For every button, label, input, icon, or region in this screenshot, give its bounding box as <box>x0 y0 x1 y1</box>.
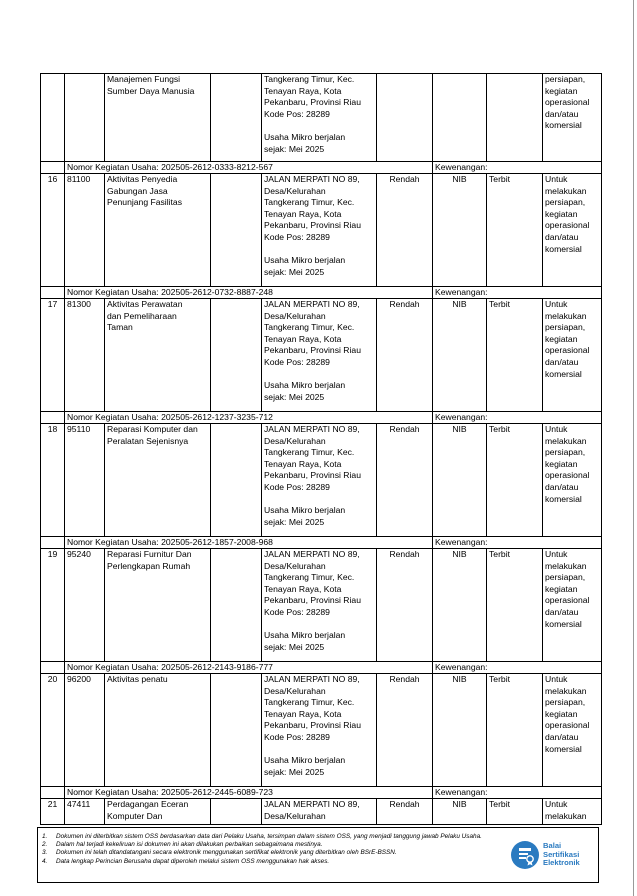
nomor-kegiatan: Nomor Kegiatan Usaha: 202505-2612-1237-3235-712 <box>65 412 433 424</box>
nomor-row <box>41 287 602 299</box>
permit-type: NIB <box>433 174 487 287</box>
activity-name: Aktivitas Penyedia Gabungan Jasa Penunjang Fasilitas <box>105 174 211 287</box>
table-row <box>41 424 602 537</box>
note-number: 3. <box>42 849 48 857</box>
permit-type: NIB <box>433 299 487 412</box>
empty-cell <box>211 174 262 287</box>
permit-type: NIB <box>433 424 487 537</box>
nomor-kegiatan: Nomor Kegiatan Usaha: 202505-2612-1857-2008-968 <box>65 537 433 549</box>
kbli-code: 95110 <box>65 424 105 537</box>
business-address: JALAN MERPATI NO 89, Desa/Kelurahan Tangkerang Timur, Kec. Tenayan Raya, Kota Pekanbaru, Provinsi Riau Kode Pos: 28289 Usaha Mikro berjalan sejak: Mei 2025 <box>262 174 377 287</box>
business-address: JALAN MERPATI NO 89, Desa/Kelurahan Tangkerang Timur, Kec. Tenayan Raya, Kota Pekanbaru, Provinsi Riau Kode Pos: 28289 Usaha Mikro berjalan sejak: Mei 2025 <box>262 549 377 662</box>
nomor-row <box>41 537 602 549</box>
business-address: JALAN MERPATI NO 89, Desa/Kelurahan <box>262 799 377 825</box>
empty-cell <box>41 287 65 299</box>
empty-cell <box>211 799 262 825</box>
nomor-kegiatan: Nomor Kegiatan Usaha: 202505-2612-0732-8887-248 <box>65 287 433 299</box>
permit-type <box>433 74 487 162</box>
kewenangan-label: Kewenangan: <box>433 537 602 549</box>
risk-level: Rendah <box>377 799 433 825</box>
activity-name: Aktivitas Perawatan dan Pemeliharaan Taman <box>105 299 211 412</box>
activity-name: Reparasi Furnitur Dan Perlengkapan Rumah <box>105 549 211 662</box>
business-address: JALAN MERPATI NO 89, Desa/Kelurahan Tangkerang Timur, Kec. Tenayan Raya, Kota Pekanbaru, Provinsi Riau Kode Pos: 28289 Usaha Mikro berjalan sejak: Mei 2025 <box>262 424 377 537</box>
permit-type: NIB <box>433 799 487 825</box>
note-text: Data lengkap Perincian Berusaha dapat diperoleh melalui sistem OSS menggunakan hak akses. <box>56 857 330 865</box>
note-text: Dokumen ini telah ditandatangani secara elektronik menggunakan sertifikat elektronik yang diterbitkan oleh BSrE-BSSN. <box>56 849 397 857</box>
empty-cell <box>41 162 65 174</box>
row-number <box>41 74 65 162</box>
kewenangan-label: Kewenangan: <box>433 287 602 299</box>
business-address: Tangkerang Timur, Kec. Tenayan Raya, Kota Pekanbaru, Provinsi Riau Kode Pos: 28289 Usaha Mikro berjalan sejak: Mei 2025 <box>262 74 377 162</box>
business-address: JALAN MERPATI NO 89, Desa/Kelurahan Tangkerang Timur, Kec. Tenayan Raya, Kota Pekanbaru, Provinsi Riau Kode Pos: 28289 Usaha Mikro berjalan sejak: Mei 2025 <box>262 674 377 787</box>
kewenangan-label: Kewenangan: <box>433 162 602 174</box>
empty-cell <box>41 787 65 799</box>
permit-status <box>487 74 543 162</box>
table-row <box>41 299 602 412</box>
row-number: 16 <box>41 174 65 287</box>
row-number: 18 <box>41 424 65 537</box>
note-number: 1. <box>42 833 48 840</box>
risk-level: Rendah <box>377 424 433 537</box>
empty-cell <box>211 299 262 412</box>
kewenangan-label: Kewenangan: <box>433 787 602 799</box>
permit-purpose: Untuk melakukan <box>543 799 602 825</box>
kbli-code: 95240 <box>65 549 105 662</box>
permit-status: Terbit <box>487 424 543 537</box>
permit-purpose: Untuk melakukan persiapan, kegiatan operasional dan/atau komersial <box>543 549 602 662</box>
row-number: 21 <box>41 799 65 825</box>
empty-cell <box>41 662 65 674</box>
permit-purpose: Untuk melakukan persiapan, kegiatan operasional dan/atau komersial <box>543 424 602 537</box>
risk-level: Rendah <box>377 549 433 662</box>
table-row <box>41 799 602 825</box>
empty-cell <box>41 537 65 549</box>
footer-note <box>42 849 504 857</box>
permit-purpose: Untuk melakukan persiapan, kegiatan operasional dan/atau komersial <box>543 174 602 287</box>
risk-level: Rendah <box>377 674 433 787</box>
activity-name: Perdagangan Eceran Komputer Dan <box>105 799 211 825</box>
permit-status: Terbit <box>487 674 543 787</box>
permit-type: NIB <box>433 674 487 787</box>
nomor-kegiatan: Nomor Kegiatan Usaha: 202505-2612-2445-6089-723 <box>65 787 433 799</box>
activity-name: Reparasi Komputer dan Peralatan Sejenisnya <box>105 424 211 537</box>
nomor-row <box>41 787 602 799</box>
page-edge <box>633 0 634 896</box>
bsre-logo <box>510 840 580 870</box>
permit-status: Terbit <box>487 174 543 287</box>
business-address: JALAN MERPATI NO 89, Desa/Kelurahan Tangkerang Timur, Kec. Tenayan Raya, Kota Pekanbaru, Provinsi Riau Kode Pos: 28289 Usaha Mikro berjalan sejak: Mei 2025 <box>262 299 377 412</box>
logo-text <box>543 842 580 868</box>
kbli-table <box>40 73 602 825</box>
permit-purpose: Untuk melakukan persiapan, kegiatan operasional dan/atau komersial <box>543 299 602 412</box>
permit-type: NIB <box>433 549 487 662</box>
kewenangan-label: Kewenangan: <box>433 412 602 424</box>
risk-level <box>377 74 433 162</box>
risk-level: Rendah <box>377 174 433 287</box>
row-number: 19 <box>41 549 65 662</box>
row-number: 17 <box>41 299 65 412</box>
risk-level: Rendah <box>377 299 433 412</box>
footer-notes <box>42 833 504 866</box>
note-number: 2. <box>42 841 48 849</box>
footer-note <box>42 858 504 866</box>
nomor-row <box>41 162 602 174</box>
certificate-logo-icon <box>510 840 540 870</box>
permit-status: Terbit <box>487 549 543 662</box>
activity-name: Aktivitas penatu <box>105 674 211 787</box>
footer-note <box>42 833 504 841</box>
empty-cell <box>211 74 262 162</box>
footer-note <box>42 841 504 849</box>
row-number: 20 <box>41 674 65 787</box>
logo-text-line: Elektronik <box>543 858 580 868</box>
kbli-code: 47411 <box>65 799 105 825</box>
logo-text-line: Sertifikasi <box>543 849 580 859</box>
logo-text-line: Balai <box>543 841 562 851</box>
note-text: Dalam hal terjadi kekeliruan isi dokumen ini akan dilakukan perbaikan sebagaimana mestinya. <box>56 841 323 849</box>
note-text: Dokumen ini diterbitkan sistem OSS berdasarkan data dari Pelaku Usaha, tersimpan dalam sistem OSS, yang menjadi tanggung jawab Pelaku Usaha. <box>56 833 482 840</box>
empty-cell <box>211 674 262 787</box>
kewenangan-label: Kewenangan: <box>433 662 602 674</box>
activity-name: Manajemen Fungsi Sumber Daya Manusia <box>105 74 211 162</box>
kbli-code: 96200 <box>65 674 105 787</box>
kbli-code <box>65 74 105 162</box>
table-row <box>41 174 602 287</box>
nomor-kegiatan: Nomor Kegiatan Usaha: 202505-2612-0333-8212-567 <box>65 162 433 174</box>
table-row <box>41 74 602 162</box>
empty-cell <box>211 424 262 537</box>
nomor-row <box>41 662 602 674</box>
permit-purpose: persiapan, kegiatan operasional dan/atau komersial <box>543 74 602 162</box>
empty-cell <box>211 549 262 662</box>
document-footer <box>37 827 599 883</box>
nomor-row <box>41 412 602 424</box>
table-row <box>41 674 602 787</box>
table-row <box>41 549 602 662</box>
permit-status: Terbit <box>487 299 543 412</box>
nomor-kegiatan: Nomor Kegiatan Usaha: 202505-2612-2143-9186-777 <box>65 662 433 674</box>
permit-purpose: Untuk melakukan persiapan, kegiatan operasional dan/atau komersial <box>543 674 602 787</box>
note-number: 4. <box>42 857 48 865</box>
permit-status: Terbit <box>487 799 543 825</box>
kbli-code: 81100 <box>65 174 105 287</box>
kbli-code: 81300 <box>65 299 105 412</box>
empty-cell <box>41 412 65 424</box>
